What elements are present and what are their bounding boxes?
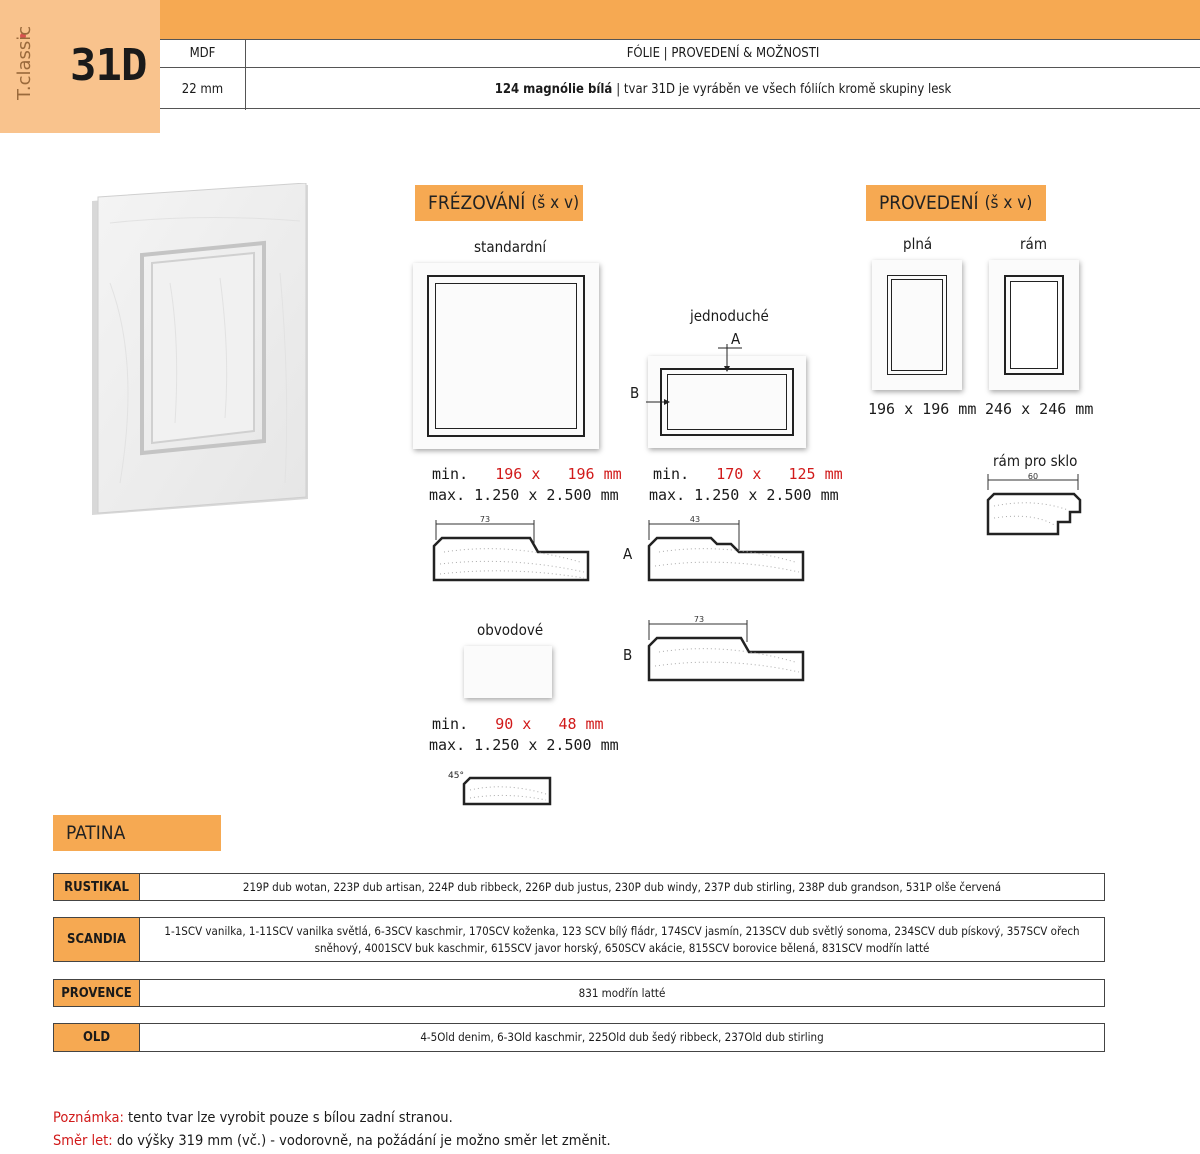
- design-frame-size: 246 x 246 mm: [985, 400, 1094, 418]
- brand-line: T.classic: [14, 25, 35, 100]
- profile-b: [645, 612, 807, 686]
- patina-row-scandia: [53, 917, 1105, 962]
- perimeter-label: obvodové: [477, 621, 544, 639]
- patina-title: PATINA: [53, 815, 221, 851]
- design-full-thumbnail: [872, 260, 962, 390]
- patina-key: OLD: [54, 1024, 140, 1051]
- header-foil-note: | tvar 31D je vyráběn ve všech fóliích kromě skupiny lesk: [616, 81, 952, 97]
- profile-a: [645, 512, 807, 586]
- standard-thumbnail: [413, 263, 599, 449]
- simple-arrows: [646, 340, 746, 410]
- profile-a-dim: 43: [689, 515, 701, 524]
- door-illustration: [80, 183, 308, 515]
- perimeter-max: max. 1.250 x 2.500 mm: [429, 736, 619, 754]
- note-line: [53, 1110, 453, 1126]
- design-title: [866, 185, 1046, 221]
- note-text: tento tvar lze vyrobit pouze s bílou zadní stranou.: [123, 1110, 453, 1126]
- patina-value: 831 modřín latté: [578, 985, 666, 1000]
- profile-a-label: A: [623, 545, 633, 563]
- patina-row-old: [53, 1023, 1105, 1052]
- glass-frame-label: rám pro sklo: [993, 452, 1078, 470]
- grain-label: Směr let:: [53, 1133, 113, 1149]
- patina-key: RUSTIKAL: [54, 874, 140, 900]
- simple-a-marker: A: [731, 330, 741, 348]
- standard-label: standardní: [474, 238, 547, 256]
- note-label: Poznámka:: [53, 1110, 124, 1126]
- grain-line: [53, 1133, 611, 1149]
- glass-frame-profile: [984, 470, 1084, 538]
- design-full-label: plná: [903, 235, 933, 253]
- perimeter-profile: [446, 766, 556, 810]
- product-code: 31D: [70, 40, 147, 91]
- design-full-size: 196 x 196 mm: [868, 400, 977, 418]
- top-band: [160, 0, 1200, 39]
- milling-title-unit: (š x v): [531, 193, 580, 213]
- brand-box: [0, 0, 160, 133]
- header-row-heads: [160, 40, 1200, 68]
- standard-profile: [430, 512, 592, 586]
- header-thickness: 22 mm: [160, 68, 246, 110]
- header-foil-value: [246, 68, 1200, 110]
- patina-value: 219P dub wotan, 223P dub artisan, 224P dub ribbeck, 226P dub justus, 230P dub windy, 237P dub stirling, 238P dub grandson, 531P olše červená: [242, 879, 1002, 894]
- patina-row-provence: [53, 979, 1105, 1007]
- grain-text: do výšky 319 mm (vč.) - vodorovně, na požádání je možno směr let změnit.: [112, 1133, 611, 1149]
- perimeter-thumbnail: [464, 646, 552, 698]
- simple-max: max. 1.250 x 2.500 mm: [649, 486, 839, 504]
- perimeter-angle: 45°: [448, 771, 464, 781]
- header-foil-name: 124 magnólie bílá: [494, 81, 613, 97]
- header-mdf-head: MDF: [160, 40, 246, 67]
- profile-b-dim: 73: [693, 615, 705, 624]
- simple-b-marker: B: [630, 384, 640, 402]
- standard-dim: 73: [479, 515, 491, 524]
- standard-max: max. 1.250 x 2.500 mm: [429, 486, 619, 504]
- milling-title-text: FRÉZOVÁNÍ: [428, 192, 526, 214]
- patina-row-rustikal: [53, 873, 1105, 901]
- milling-title: [415, 185, 583, 221]
- header-row-values: [160, 68, 1200, 110]
- header-table: [160, 39, 1200, 109]
- design-title-unit: (š x v): [984, 193, 1033, 213]
- simple-min: min. 170 x 125 mm: [653, 465, 843, 483]
- standard-min: min. 196 x 196 mm: [432, 465, 622, 483]
- patina-value: 1-1SCV vanilka, 1-11SCV vanilka světlá, 6-3SCV kaschmir, 170SCV koženka, 123 SCV bílý fládr, 174SCV jasmín, 213SCV dub světlý sonoma, 234SCV dub pískový, 357SCV ořech sněhový, 4001SCV buk kaschmir, 615SCV javor horský, 650SCV akácie, 815SCV borovice bělená, 831SCV modřín latté: [164, 923, 1080, 955]
- perimeter-min: min. 90 x 48 mm: [432, 715, 604, 733]
- patina-value: 4-5Old denim, 6-3Old kaschmir, 225Old dub šedý ribbeck, 237Old dub stirling: [420, 1030, 824, 1044]
- patina-key: SCANDIA: [54, 918, 140, 961]
- design-frame-label: rám: [1020, 235, 1047, 253]
- design-title-text: PROVEDENÍ: [879, 192, 979, 214]
- profile-b-label: B: [623, 646, 633, 664]
- design-frame-thumbnail: [989, 260, 1079, 390]
- simple-label: jednoduché: [690, 307, 769, 325]
- header-foil-head: FÓLIE | PROVEDENÍ & MOŽNOSTI: [626, 46, 820, 61]
- patina-key: PROVENCE: [54, 980, 140, 1006]
- glass-frame-dim: 60: [1027, 472, 1039, 481]
